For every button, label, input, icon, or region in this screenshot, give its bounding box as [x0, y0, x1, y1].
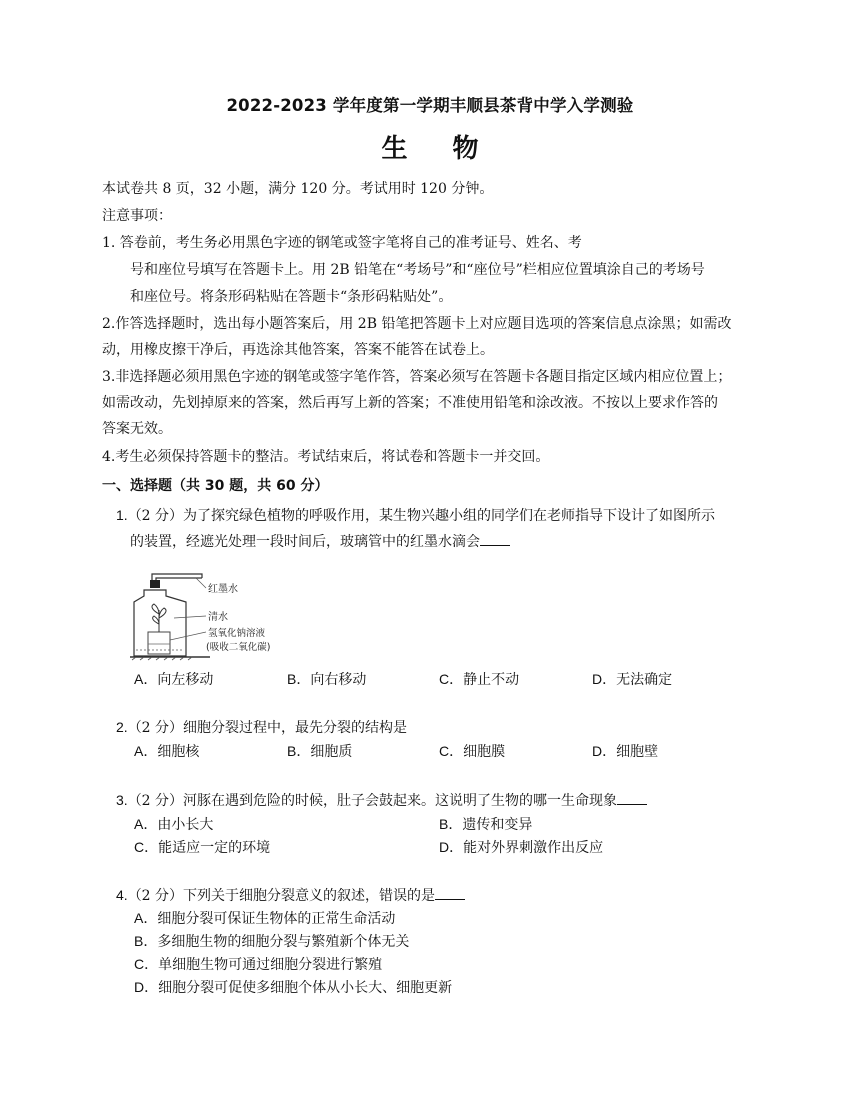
notice-line: 如需改动，先划掉原来的答案，然后再写上新的答案；不准使用铅笔和涂改液。不按以上要求作答的	[102, 395, 718, 411]
notice-line: 4.考生必须保持答题卡的整洁。考试结束后，将试卷和答题卡一并交回。	[102, 449, 550, 465]
option-text: 单细胞生物可通过细胞分裂进行繁殖	[158, 957, 383, 973]
option-text: 向左移动	[157, 672, 214, 688]
label-naoh: 氢氧化钠溶液	[208, 628, 266, 639]
option-letter: B．	[439, 816, 463, 832]
notice-line: 和座位号。将条形码粘贴在答题卡“条形码粘贴处”。	[130, 289, 453, 305]
notice-line: 答案无效。	[102, 421, 172, 437]
option-b	[287, 741, 352, 761]
option-text: 由小长大	[157, 817, 214, 833]
option-letter: A．	[134, 671, 158, 687]
notice-line: 3.非选择题必须用黑色字迹的钢笔或签字笔作答，答案必须写在答题卡各题目指定区域内相应位置上；	[102, 369, 732, 385]
subject-title: 生 物	[381, 134, 497, 164]
option-letter: A．	[134, 816, 158, 832]
question-4-stem	[116, 885, 465, 905]
exam-title: 2022-2023 学年度第一学期丰顺县茶背中学入学测验	[226, 96, 634, 115]
option-b	[439, 814, 532, 834]
option-letter: B．	[287, 671, 311, 687]
option-text: 细胞壁	[616, 744, 659, 760]
option-letter: B．	[134, 933, 158, 949]
option-letter: C．	[134, 956, 159, 972]
answer-blank	[480, 533, 510, 546]
label-water: 清水	[208, 612, 228, 623]
question-1-stem-cont	[130, 531, 510, 551]
option-text: 无法确定	[616, 672, 673, 688]
option-text: 静止不动	[463, 672, 520, 688]
option-a	[134, 814, 213, 834]
apparatus-diagram	[130, 558, 290, 666]
option-letter: C．	[134, 839, 159, 855]
option-letter: C．	[439, 743, 464, 759]
notice-line: 1. 答卷前，考生务必用黑色字迹的钢笔或签字笔将自己的准考证号、姓名、考	[102, 235, 582, 251]
notice-line: 动，用橡皮擦干净后，再选涂其他答案，答案不能答在试卷上。	[102, 342, 494, 358]
answer-blank	[617, 792, 647, 805]
question-number: 1.	[116, 507, 128, 523]
option-c	[134, 837, 270, 857]
option-text: 细胞核	[157, 744, 200, 760]
option-text: 向右移动	[310, 672, 367, 688]
question-number: 3.	[116, 792, 128, 808]
option-b	[134, 931, 409, 951]
question-2-stem	[116, 717, 407, 737]
exam-summary: 本试卷共 8 页，32 小题，满分 120 分。考试用时 120 分钟。	[102, 181, 494, 197]
option-letter: D．	[134, 979, 159, 995]
option-letter: D．	[439, 839, 464, 855]
option-letter: B．	[287, 743, 311, 759]
answer-blank	[435, 887, 465, 900]
option-d	[592, 669, 672, 689]
apparatus-figure	[130, 558, 290, 666]
question-3-stem	[116, 790, 647, 810]
option-b	[287, 669, 366, 689]
option-text: 细胞分裂可促使多细胞个体从小长大、细胞更新	[158, 980, 453, 996]
option-a	[134, 908, 395, 928]
notice-line: 号和座位号填写在答题卡上。用 2B 铅笔在“考场号”和“座位号”栏相应位置填涂自己的考场号	[130, 262, 705, 278]
option-text: 细胞膜	[463, 744, 506, 760]
option-text: 能适应一定的环境	[158, 840, 271, 856]
option-letter: A．	[134, 910, 158, 926]
option-d	[439, 837, 603, 857]
option-d	[134, 977, 452, 997]
notice-heading: 注意事项：	[102, 208, 172, 224]
option-c	[439, 741, 505, 761]
section-title: 一、选择题（共 30 题，共 60 分）	[102, 478, 329, 494]
option-letter: D．	[592, 743, 617, 759]
question-text: 的装置，经遮光处理一段时间后，玻璃管中的红墨水滴会	[130, 534, 480, 550]
option-a	[134, 741, 199, 761]
question-number: 4.	[116, 887, 128, 903]
option-c	[134, 954, 382, 974]
option-text: 细胞质	[310, 744, 353, 760]
option-letter: A．	[134, 743, 158, 759]
question-number: 2.	[116, 719, 128, 735]
notice-line: 2.作答选择题时，选出每小题答案后，用 2B 铅笔把答题卡上对应题目选项的答案信息点涂黑；如需改	[102, 316, 732, 332]
option-text: 能对外界刺激作出反应	[463, 840, 604, 856]
option-c	[439, 669, 519, 689]
option-text: 遗传和变异	[462, 817, 533, 833]
option-letter: D．	[592, 671, 617, 687]
question-text: （2 分）细胞分裂过程中，最先分裂的结构是	[127, 720, 408, 736]
question-text: （2 分）下列关于细胞分裂意义的叙述，错误的是	[127, 888, 436, 904]
option-text: 多细胞生物的细胞分裂与繁殖新个体无关	[157, 934, 410, 950]
question-1-stem	[116, 505, 715, 525]
label-absorb-co2: (吸收二氧化碳)	[206, 642, 271, 653]
question-text: （2 分）河豚在遇到危险的时候，肚子会鼓起来。这说明了生物的哪一生命现象	[127, 793, 618, 809]
label-red-ink: 红墨水	[208, 584, 238, 595]
option-d	[592, 741, 658, 761]
option-a	[134, 669, 213, 689]
question-text: （2 分）为了探究绿色植物的呼吸作用，某生物兴趣小组的同学们在老师指导下设计了如图所示	[127, 508, 716, 524]
option-letter: C．	[439, 671, 464, 687]
option-text: 细胞分裂可保证生物体的正常生命活动	[157, 911, 396, 927]
